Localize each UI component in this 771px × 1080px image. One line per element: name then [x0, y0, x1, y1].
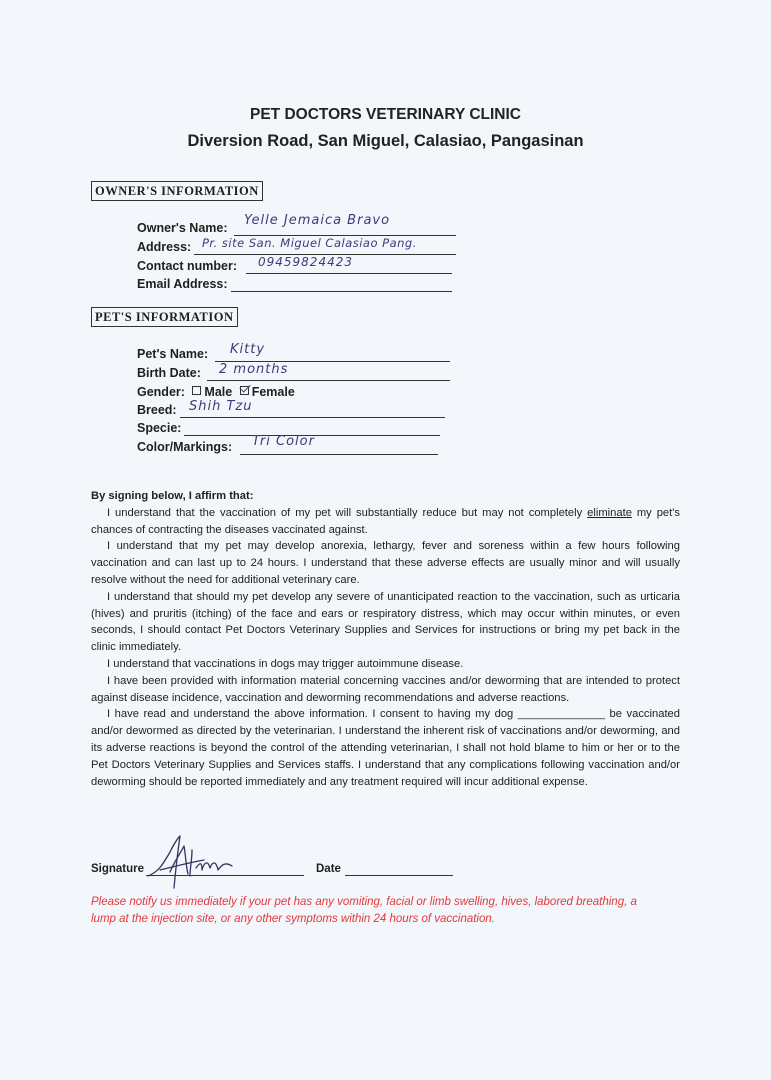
clinic-name: PET DOCTORS VETERINARY CLINIC	[250, 106, 521, 123]
consent-paragraph-3: I understand that should my pet develop any severe of unanticipated reaction to the vaccination, such as urticaria (hives) and pruritis (itching) of the face and ears or respiratory distress, which may occur within minutes, or even seconds, I should contact Pet Doctors Veterinary Supplies and Services for instructions or bring my pet back in the clinic immediately.	[91, 590, 680, 654]
email-line	[231, 291, 452, 292]
birth-date-label: Birth Date:	[137, 366, 201, 380]
contact-number-line	[246, 273, 452, 274]
breed-value[interactable]: Shih Tzu	[189, 399, 253, 414]
owner-address-label: Address:	[137, 240, 192, 254]
breed-label: Breed:	[137, 403, 177, 417]
notice-text: Please notify us immediately if your pet has any vomiting, facial or limb swelling, hives, labored breathing, a lump at the injection site, or any other symptoms within 24 hours of vaccination.	[91, 896, 637, 925]
consent-paragraph-5: I have been provided with information material concerning vaccines and/or deworming that are intended to protect against disease incidence, vaccination and deworming recommendations and adverse reactions.	[91, 674, 680, 704]
birth-date-value[interactable]: 2 months	[219, 362, 289, 377]
consent-lead: By signing below, I affirm that:	[91, 490, 254, 502]
pet-name-label: Pet's Name:	[137, 347, 209, 361]
gender-female-label: Female	[251, 385, 295, 399]
owner-address-value[interactable]: Pr. site San. Miguel Calasiao Pang.	[202, 236, 417, 250]
gender-female-checkbox[interactable]	[240, 386, 249, 395]
contact-number-value[interactable]: 09459824423	[258, 255, 353, 269]
email-label: Email Address:	[137, 277, 228, 291]
color-markings-line	[240, 454, 438, 455]
consent-paragraph-1: I understand that the vaccination of my pet will substantially reduce but may not completely eliminate my pet's chances of contracting the diseases vaccinated against.	[91, 506, 680, 536]
owner-section-title: OWNER'S INFORMATION	[91, 181, 263, 201]
gender-label: Gender:	[137, 385, 185, 399]
consent-paragraph-4: I understand that vaccinations in dogs may trigger autoimmune disease.	[107, 657, 464, 670]
gender-male-checkbox[interactable]	[192, 386, 201, 395]
signature-label: Signature	[91, 863, 145, 875]
gender-row	[137, 384, 295, 400]
pet-name-value[interactable]: Kitty	[230, 342, 266, 357]
pet-section-title: PET'S INFORMATION	[91, 307, 238, 327]
consent-paragraph-2: I understand that my pet may develop anorexia, lethargy, fever and soreness within a few hours following vaccination and can last up to 24 hours. I understand that these adverse effects are usually minor and will usually resolve without the need for additional veterinary care.	[91, 540, 680, 586]
birth-date-line	[207, 380, 450, 381]
breed-line	[180, 417, 445, 418]
color-markings-value[interactable]: Tri Color	[252, 434, 315, 449]
contact-number-label: Contact number:	[137, 259, 237, 273]
color-markings-label: Color/Markings:	[137, 440, 233, 454]
dog-name-blank[interactable]: ______________	[517, 708, 605, 721]
consent-paragraph-6: I have read and understand the above information. I consent to having my dog ______________ be vaccinated and/or dewormed as directed by the veterinarian. I understand the inherent risk of vaccinations and/or deworming, and its adverse reactions is beyond the control of the attending veterinarian, I shall not hold blame to him or her or to the Pet Doctors Veterinary Supplies and Services staffs. I understand that any complications following vaccination and/or deworming should be reported immediately and any treatment required will incur additional expense.	[91, 708, 680, 788]
date-label: Date	[316, 863, 341, 875]
consent-text	[91, 488, 680, 790]
handwritten-signature[interactable]	[140, 832, 240, 894]
owner-name-label: Owner's Name:	[137, 221, 228, 235]
clinic-address: Diversion Road, San Miguel, Calasiao, Pangasinan	[187, 132, 584, 150]
specie-label: Specie:	[137, 421, 182, 435]
gender-male-label: Male	[204, 385, 233, 399]
owner-name-value[interactable]: Yelle Jemaica Bravo	[244, 213, 391, 228]
date-line	[345, 875, 453, 876]
